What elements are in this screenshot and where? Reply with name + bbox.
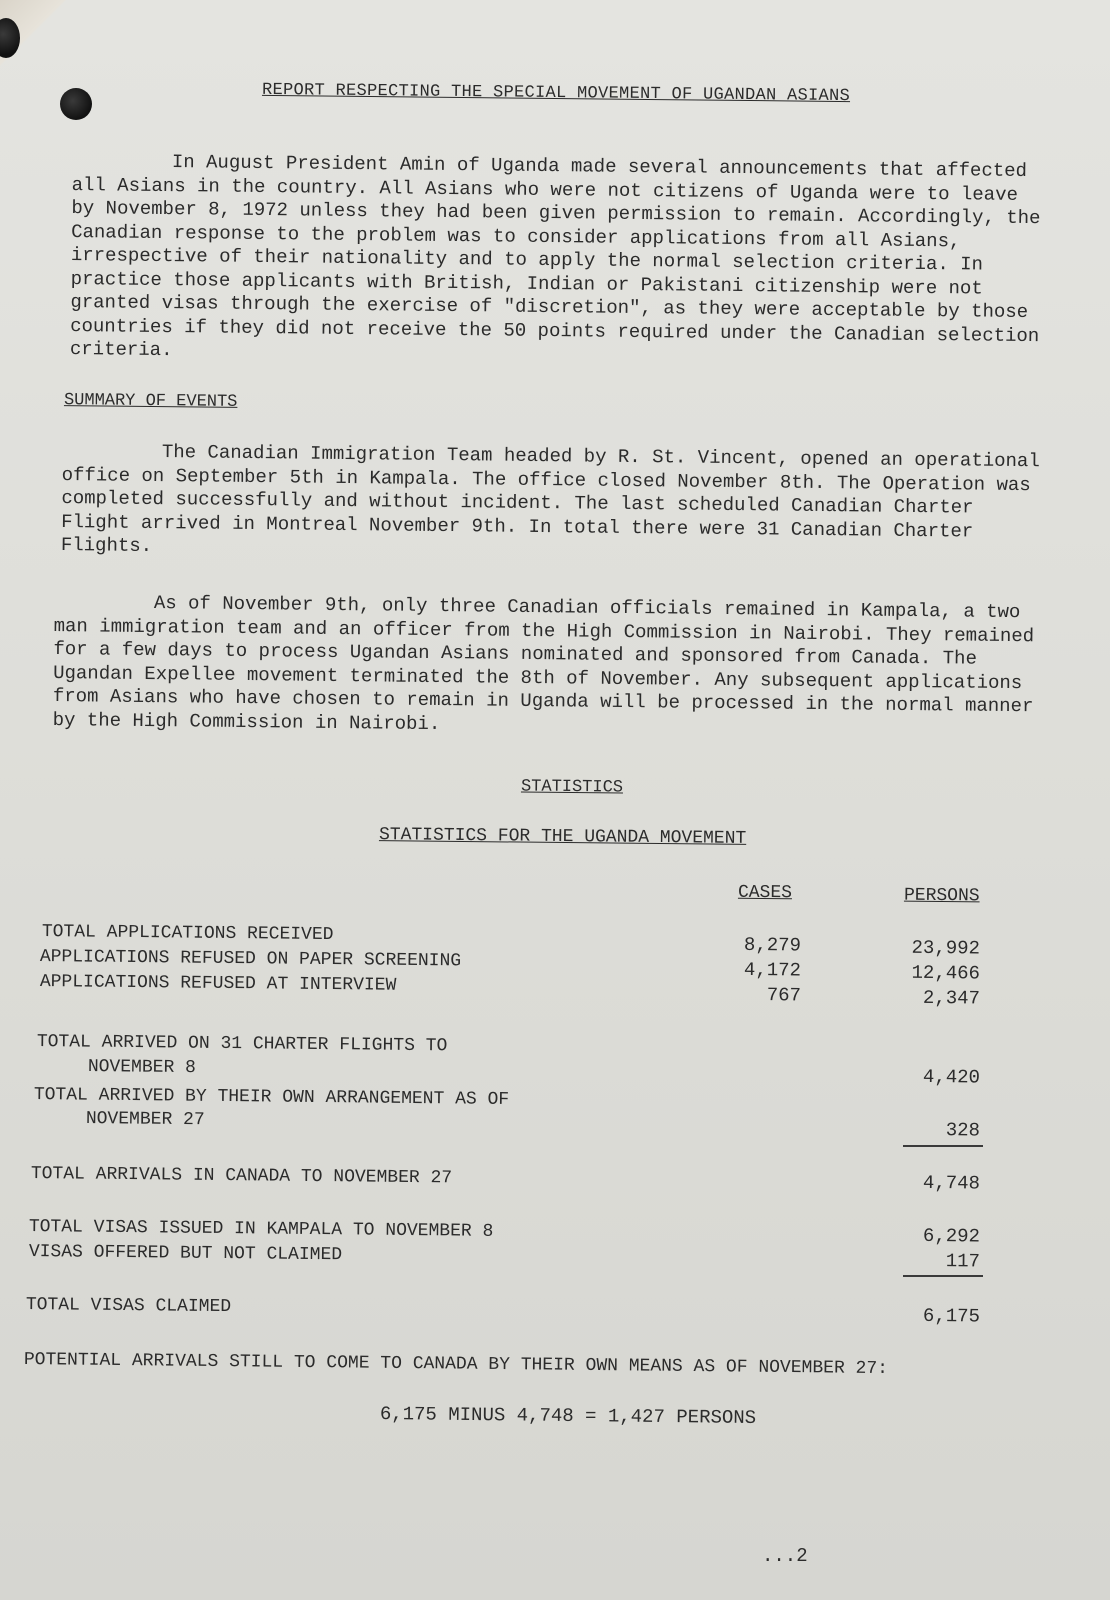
summary-paragraph-2: As of November 9th, only three Canadian officials remained in Kampala, a two man immigration team and an officer from the High Commission in Nairobi. They remained for a few days to process Ugandan Asians nominated and sponsored from Canada. The Ugandan Expellee movement terminated the 8th of November. Any subsequent applications from Asians who have chosen to remain in Uganda will be processed in the normal manner by the High Commission in Nairobi.	[52, 592, 1035, 735]
persons-value: 2,347	[922, 986, 981, 1010]
table-row-label: TOTAL ARRIVED BY THEIR OWN ARRANGEMENT AS OF	[33, 1084, 510, 1110]
summary-heading: SUMMARY OF EVENTS	[63, 391, 238, 412]
persons-value: 6,175	[922, 1304, 981, 1328]
persons-value: 117	[945, 1250, 981, 1273]
potential-arrivals-label: POTENTIAL ARRIVALS STILL TO COME TO CANADA BY THEIR OWN MEANS AS OF NOVEMBER 27:	[23, 1350, 889, 1380]
statistics-subheading: STATISTICS FOR THE UGANDA MOVEMENT	[378, 825, 747, 849]
persons-value: 6,292	[922, 1224, 981, 1248]
cases-value: 767	[766, 984, 802, 1007]
cases-value: 4,172	[743, 958, 802, 982]
table-row-label: TOTAL ARRIVALS IN CANADA TO NOVEMBER 27	[30, 1163, 453, 1189]
column-header-persons: PERSONS	[903, 885, 980, 907]
column-header-cases: CASES	[737, 882, 793, 904]
statistics-heading: STATISTICS	[520, 777, 624, 798]
summary-paragraph-1: The Canadian Immigration Team headed by R. St. Vincent, opened an operational office on September 5th in Kampala. The office closed November 8th. The Operation was completed successfully and without incident. The last scheduled Canadian Charter Flight arrived in Montreal November 9th. In total there were 31 Canadian Charter Flights.	[60, 441, 1040, 557]
persons-value: 23,992	[911, 936, 981, 960]
report-title: REPORT RESPECTING THE SPECIAL MOVEMENT OF UGANDAN ASIANS	[261, 80, 851, 107]
persons-value: 4,420	[922, 1065, 981, 1089]
table-row-label: TOTAL VISAS ISSUED IN KAMPALA TO NOVEMBER 8	[28, 1216, 494, 1242]
table-row-label: TOTAL APPLICATIONS RECEIVED	[41, 921, 334, 946]
persons-value: 4,748	[922, 1171, 981, 1195]
table-row-label: NOVEMBER 8	[87, 1056, 197, 1079]
intro-paragraph: In August President Amin of Uganda made several announcements that affected all Asians in the country. All Asians who were not citizens of Uganda were to leave by November 8, 1972 unless they had been given permission to remain. Accordingly, the Canadian response to the problem was to consider applications from all Asians, irrespective of their nationality and to apply the normal selection criteria. In practice those applicants with British, Indian or Pakistani citizenship were not granted visas through the exercise of "discretion", as they were acceptable by those countries if they did not receive the 50 points required under the Canadian selection criteria.	[69, 151, 1041, 362]
sum-rule	[903, 1275, 983, 1277]
persons-value: 328	[945, 1119, 981, 1142]
table-row-label: TOTAL ARRIVED ON 31 CHARTER FLIGHTS TO	[36, 1031, 448, 1057]
table-row-label: VISAS OFFERED BUT NOT CLAIMED	[28, 1241, 343, 1266]
table-row-label: APPLICATIONS REFUSED ON PAPER SCREENING	[39, 946, 462, 972]
table-row-label: NOVEMBER 27	[85, 1108, 205, 1131]
persons-value: 12,466	[911, 961, 981, 985]
table-row-label: APPLICATIONS REFUSED AT INTERVIEW	[39, 971, 397, 996]
punch-hole	[60, 88, 92, 120]
cases-value: 8,279	[743, 933, 802, 957]
page-number: ...2	[762, 1545, 808, 1567]
potential-arrivals-calculation: 6,175 MINUS 4,748 = 1,427 PERSONS	[379, 1403, 757, 1429]
table-row-label: TOTAL VISAS CLAIMED	[25, 1294, 232, 1318]
sum-rule	[903, 1145, 983, 1147]
